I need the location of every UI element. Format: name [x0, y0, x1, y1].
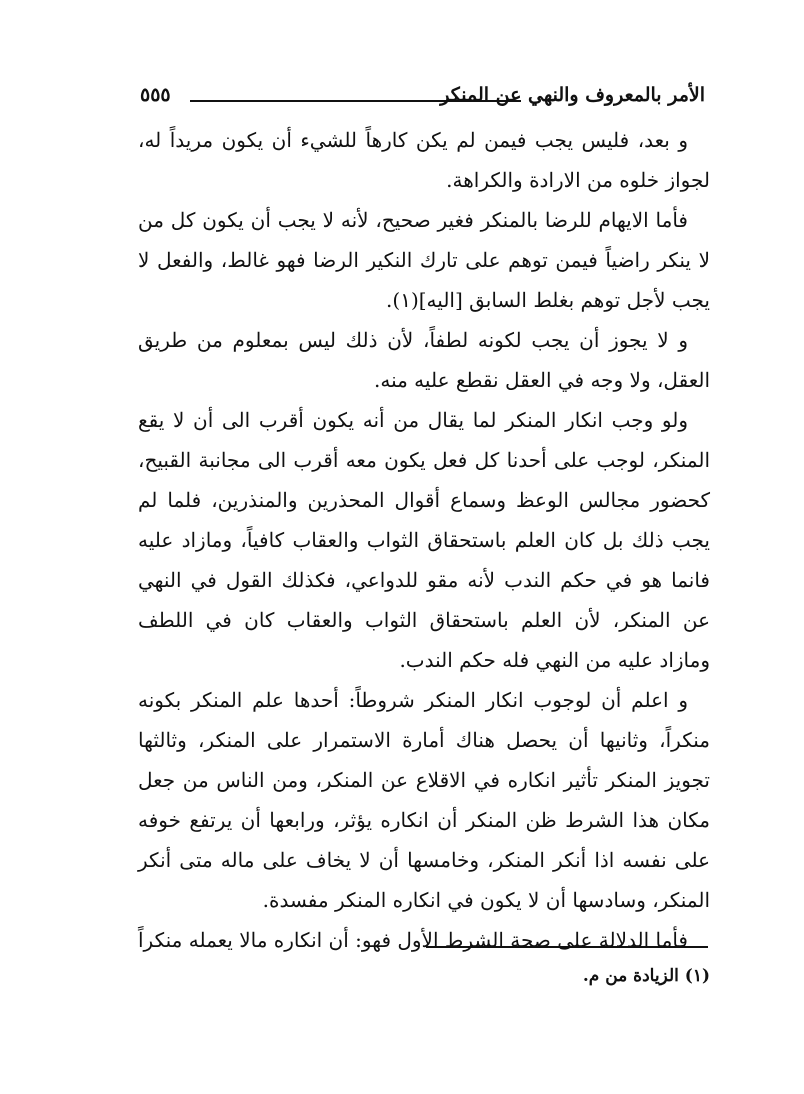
paragraph-4: ولو وجب انكار المنكر لما يقال من أنه يكون أقرب الى أن لا يقع المنكر، لوجب على أحدنا كل فعل يكون معه أقرب الى مجانبة القبيح، كحضور مجالس الوعظ وسماع أقوال المحذرين والمنذرين، فلما لم يجب ذلك بل كان العلم باستحقاق الثواب والعقاب كافياً، ومازاد عليه فانما هو في حكم الندب لأنه مقو للدواعي، فكذلك القول في النهي عن المنكر، لأن العلم باستحقاق الثواب والعقاب كان في اللطف ومازاد عليه من النهي فله حكم الندب. — [138, 408, 710, 672]
paragraph-1: و بعد، فليس يجب فيمن لم يكن كارهاً للشيء أن يكون مريداً له، لجواز خلوه من الارادة والكراهة. — [138, 128, 710, 192]
paragraph-3: و لا يجوز أن يجب لكونه لطفاً، لأن ذلك ليس بمعلوم من طريق العقل، ولا وجه في العقل نقطع عليه منه. — [138, 328, 710, 392]
paragraph-2: فأما الايهام للرضا بالمنكر فغير صحيح، لأنه لا يجب أن يكون كل من لا ينكر راضياً فيمن توهم على تارك النكير الرضا فهو غالط، والفعل لا يجب لأجل توهم بغلط السابق [اليه](١). — [138, 208, 710, 312]
page-number: ٥٥٥ — [140, 84, 171, 106]
page-header — [140, 84, 705, 114]
running-title: الأمر بالمعروف والنهي عن المنكر — [440, 84, 705, 106]
body-text — [138, 120, 710, 960]
footnote: (١) الزيادة من م. — [582, 966, 710, 986]
footnote-rule — [426, 946, 708, 948]
paragraph-6: فأما الدلالة على صحة الشرط الأول فهو: أن انكاره مالا يعمله منكراً — [138, 928, 688, 952]
header-rule — [190, 100, 521, 102]
paragraph-5: و اعلم أن لوجوب انكار المنكر شروطاً: أحدها علم المنكر بكونه منكراً، وثانيها أن يحصل هناك أمارة الاستمرار على المنكر، وثالثها تجويز المنكر تأثير انكاره في الاقلاع عن المنكر، ومن الناس من جعل مكان هذا الشرط ظن المنكر أن انكاره يؤثر، ورابعها أن يرتفع خوفه على نفسه اذا أنكر المنكر، وخامسها أن لا يخاف على ماله متى أنكر المنكر، وسادسها أن لا يكون في انكاره المنكر مفسدة. — [138, 688, 710, 912]
